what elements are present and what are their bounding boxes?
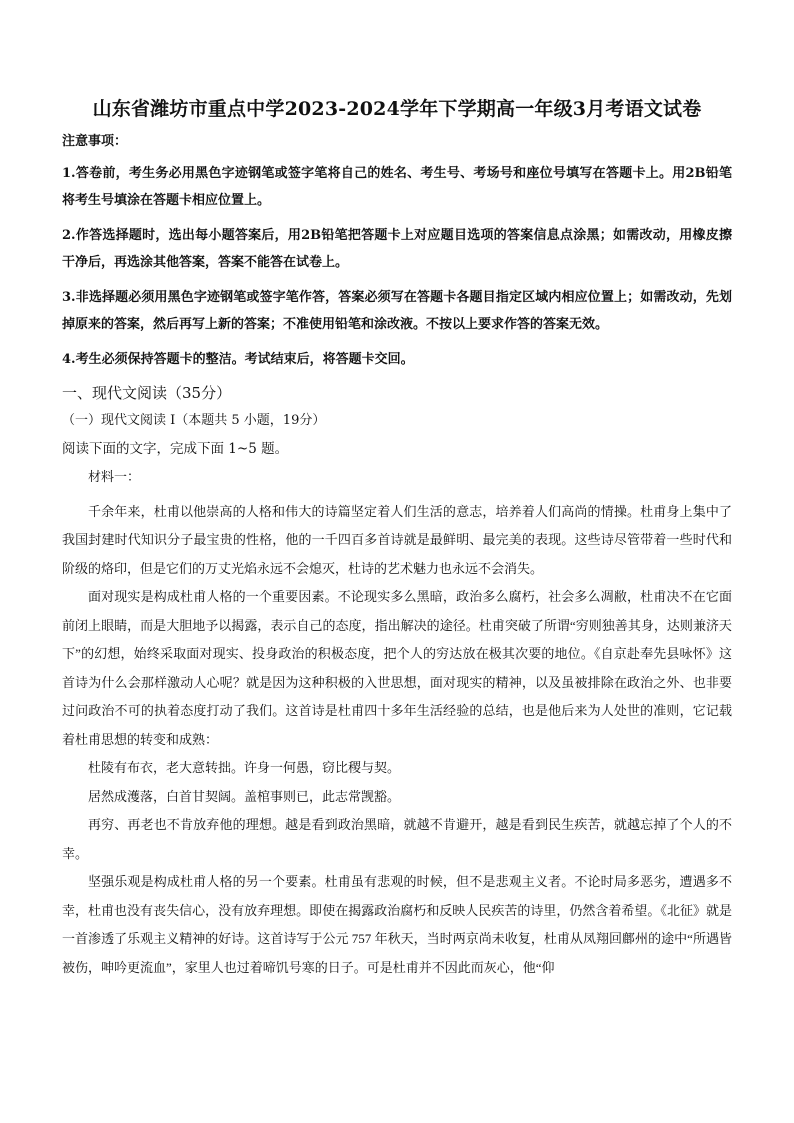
notice-heading: 注意事项： bbox=[62, 134, 128, 149]
passage-paragraph: 面对现实是构成杜甫人格的一个重要因素。不论现实多么黑暗，政治多么腐朽，社会多么凋敝，杜甫决不在它面前闭上眼睛，而是大胆地予以揭露，表示自己的态度，指出解决的途径。杜甫突破了所谓“穷则独善其身，达则兼济天下”的幻想，始终采取面对现实、投身政治的积极态度，把个人的穷达放在极其次要的地位。《自京赴奉先县咏怀》这首诗为什么会那样激动人心呢？就是因为这种积极的入世思想，面对现实的精神，以及虽被排除在政治之外、也非要过问政治不可的执着态度打动了我们。这首诗是杜甫四十多年生活经验的总结，也是他后来为人处世的准则，它记载着杜甫思想的转变和成熟： bbox=[62, 589, 732, 747]
exam-title: 山东省潍坊市重点中学2023-2024学年下学期高一年级3月考语文试卷 bbox=[92, 98, 702, 120]
notice-item: 2.作答选择题时，选出每小题答案后，用2B铅笔把答题卡上对应题目选项的答案信息点涂黑；如需改动，用橡皮擦干净后，再选涂其他答案，答案不能答在试卷上。 bbox=[62, 228, 732, 270]
reading-passage bbox=[62, 463, 732, 982]
notice-item: 4.考生必须保持答题卡的整洁。考试结束后，将答题卡交回。 bbox=[62, 352, 414, 367]
poem-line: 杜陵有布衣，老大意转拙。许身一何愚，窃比稷与契。 bbox=[88, 760, 401, 775]
subsection-heading: （一）现代文阅读 I（本题共 5 小题，19分） bbox=[62, 413, 326, 428]
passage-paragraph: 坚强乐观是构成杜甫人格的另一个要素。杜甫虽有悲观的时候，但不是悲观主义者。不论时局多恶劣，遭遇多不幸，杜甫也没有丧失信心，没有放弃理想。即使在揭露政治腐朽和反映人民疾苦的诗里，仍然含着希望。《北征》就是一首渗透了乐观主义精神的好诗。这首诗写于公元 757 年秋天，当时两京尚未收复，杜甫从凤翔回鄜州的途中“所遇皆被伤，呻吟更流血”，家里人也过着啼饥号寒的日子。可是杜甫并不因此而灰心，他“仰 bbox=[62, 874, 732, 975]
notice-list bbox=[62, 160, 732, 373]
passage-paragraph: 再穷、再老也不肯放弃他的理想。越是看到政治黑暗，就越不肯避开，越是看到民生疾苦，就越忘掉了个人的不幸。 bbox=[62, 817, 732, 861]
notice-item: 3.非选择题必须用黑色字迹钢笔或签字笔作答，答案必须写在答题卡各题目指定区域内相应位置上；如需改动，先划掉原来的答案，然后再写上新的答案；不准使用铅笔和涂改液。不按以上要求作答的答案无效。 bbox=[62, 290, 732, 332]
section-heading: 一、现代文阅读（35分） bbox=[62, 384, 232, 402]
poem-line: 居然成濩落，白首甘契阔。盖棺事则已，此志常觊豁。 bbox=[88, 788, 401, 804]
reading-instruction: 阅读下面的文字，完成下面 1~5 题。 bbox=[62, 441, 289, 457]
passage-paragraph: 千余年来，杜甫以他崇高的人格和伟大的诗篇坚定着人们生活的意志，培养着人们高尚的情操。杜甫身上集中了我国封建时代知识分子最宝贵的性格，他的一千四百多首诗就是最鲜明、最完美的表现。这些诗尽管带着一些时代和阶级的烙印，但是它们的万丈光焰永远不会熄灭，杜诗的艺术魅力也永远不会消失。 bbox=[62, 503, 732, 576]
material-label: 材料一： bbox=[88, 469, 141, 484]
notice-item: 1.答卷前，考生务必用黑色字迹钢笔或签字笔将自己的姓名、考生号、考场号和座位号填写在答题卡上。用2B铅笔将考生号填涂在答题卡相应位置上。 bbox=[62, 166, 732, 208]
